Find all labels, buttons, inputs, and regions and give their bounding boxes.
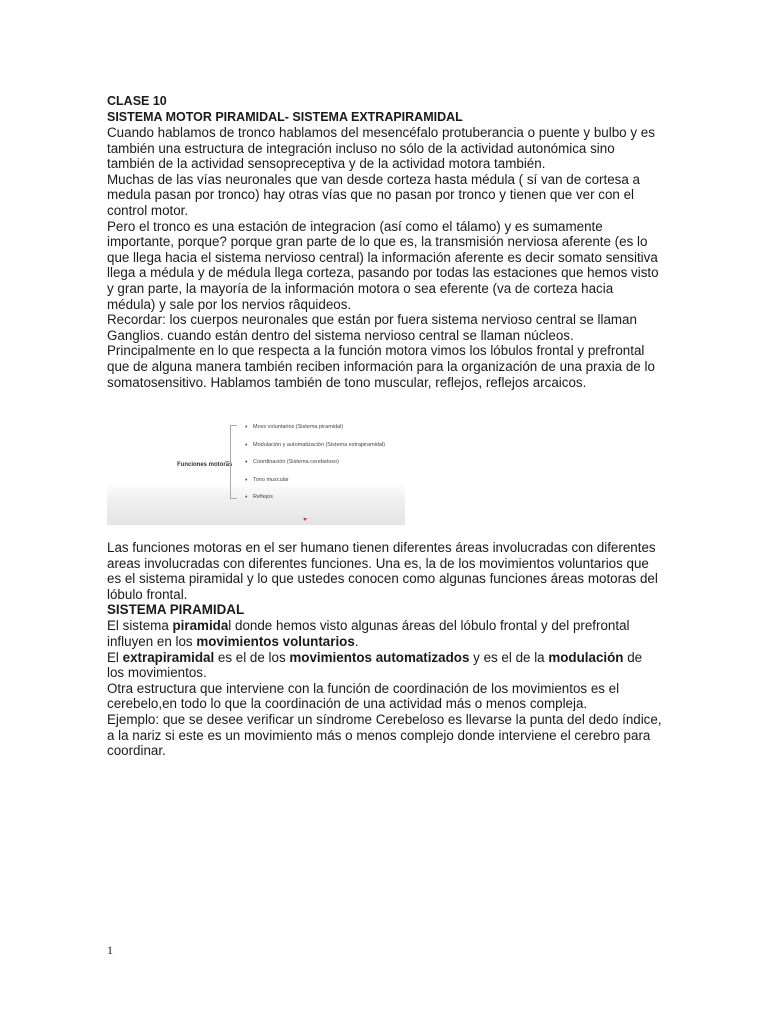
document-page xyxy=(107,93,662,759)
bold-term: extrapiramidal xyxy=(122,649,215,665)
paragraph-funcion-motora: Principalmente en lo que respecta a la función motora vimos los lóbulos frontal y prefrontal que de alguna manera también reciben información para la organización de una praxia de lo somatosensitivo. Hablamos también de tono muscular, reflejos, reflejos arcaicos. xyxy=(107,343,655,390)
document-title: SISTEMA MOTOR PIRAMIDAL- SISTEMA EXTRAPIRAMIDAL xyxy=(107,110,463,124)
page-number: 1 xyxy=(107,943,113,957)
text-run: es el de los xyxy=(214,649,290,665)
red-marker-icon xyxy=(303,518,307,521)
paragraph-funciones-motoras: Las funciones motoras en el ser humano tienen diferentes áreas involucradas con diferentes areas involucradas con diferentes funciones. Una es, la de los movimientos voluntarios que es el sistema piramidal y lo que ustedes conocen como algunas funciones áreas motoras del lóbulo frontal. xyxy=(107,540,658,602)
figure-item: • Movs voluntarios (Sistema piramidal) xyxy=(245,423,385,441)
paragraph-extrapiramidal xyxy=(107,650,662,681)
paragraph-recordar: Recordar: los cuerpos neuronales que están por fuera sistema nervioso central se llaman Ganglios. cuando están dentro del sistema nervioso central se llaman núcleos. xyxy=(107,312,637,343)
paragraph-sistema-piramidal xyxy=(107,618,662,649)
figure-brace xyxy=(230,425,237,499)
text-run: de los movimientos. xyxy=(107,649,643,681)
figure-list xyxy=(245,423,385,511)
class-number: CLASE 10 xyxy=(107,94,167,108)
paragraph-vias-neuronales: Muchas de las vías neuronales que van desde corteza hasta médula ( sí van de cortesa a medula pasan por tronco) hay otras vías que no pasan por tronco y tienen que ver con el control motor. xyxy=(107,171,640,218)
figure-item: • Coordinación (Sistema cerebeloso) xyxy=(245,458,385,476)
text-run: . xyxy=(354,634,359,650)
motor-functions-figure xyxy=(107,417,405,525)
figure-label: Funciones motoras xyxy=(177,462,233,469)
text-run: y es el de la xyxy=(469,649,549,665)
text-run: l donde hemos visto algunas áreas del lóbulo frontal y del prefrontal influyen en los xyxy=(107,618,630,650)
paragraph-estacion-integracion: Pero el tronco es una estación de integracion (así como el tálamo) y es sumamente importante, porque? porque gran parte de lo que es, la transmisión nerviosa aferente (es lo que llega hacia el sistema nervioso central) la información aferente es decir somato sensitiva llega a médula y de médula llega corteza, pasando por todas las estaciones que hemos visto y gran parte, la mayoría de la información motora o sea eferente (va de corteza hacia médula) y sale por los nervios râquideos. xyxy=(107,218,659,312)
text-run: El xyxy=(107,649,123,665)
paragraph-ejemplo: Ejemplo: que se desee verificar un síndrome Cerebeloso es llevarse la punta del dedo índice, a la nariz si este es un movimiento más o menos complejo donde interviene el cerebro para coordinar. xyxy=(107,712,662,759)
paragraph-tronco: Cuando hablamos de tronco hablamos del mesencéfalo protuberancia o puente y bulbo y es también una estructura de integración incluso no sólo de la actividad autonómica sino también de la actividad sensopreceptiva y de la actividad motora también. xyxy=(107,125,655,172)
figure-item: • Tono muscular xyxy=(245,476,385,494)
section-title: SISTEMA PIRAMIDAL xyxy=(107,602,245,618)
bold-term: piramida xyxy=(172,618,229,634)
bold-term: modulación xyxy=(548,649,624,665)
figure-item: • Modulación y automatización (Sistema extrapiramidal) xyxy=(245,441,385,459)
paragraph-cerebelo: Otra estructura que interviene con la función de coordinación de los movimientos es el cerebelo,en todo lo que la coordinación de una actividad más o menos compleja. xyxy=(107,680,620,712)
figure-item: • Reflejos xyxy=(245,493,385,511)
bold-term: movimientos automatizados xyxy=(289,649,470,665)
bold-term: movimientos voluntarios xyxy=(196,634,355,650)
text-run: El sistema xyxy=(107,618,173,634)
